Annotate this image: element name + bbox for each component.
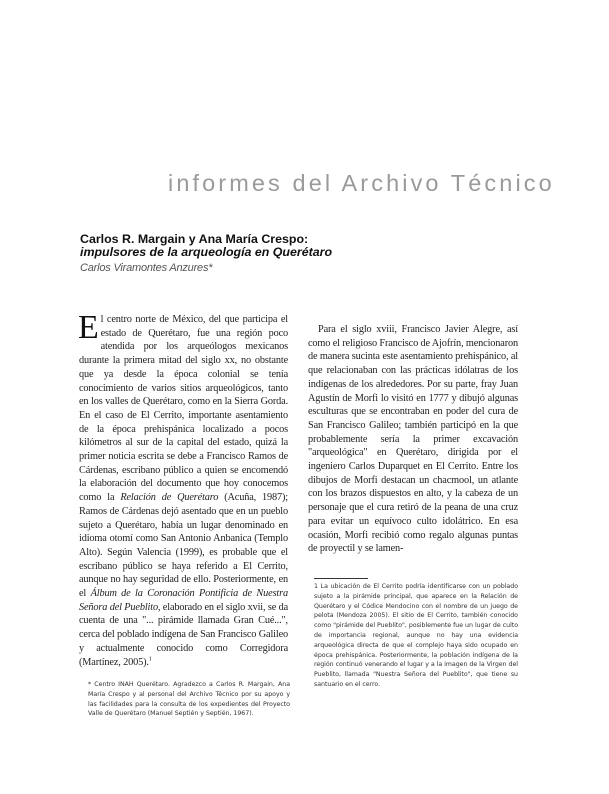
footnote-divider bbox=[314, 578, 368, 579]
intro-italic-album: Álbum de la Coronación Pontificia de Nuestra Señora del Pueblito bbox=[79, 588, 288, 613]
footnote-ref-1: 1 bbox=[148, 656, 152, 663]
drop-cap: E bbox=[78, 309, 99, 346]
footnote-1: 1 La ubicación de El Cerrito podría identificarse con un poblado sujeto a la pirámide principal, que aparece en la Relación de Querétaro y el Códice Mendocino con el nombre de un juego de pelota (Mendoza 2005). El sitio de El Cerrito, también conocido como "pirámide del Pueblito", posiblemente fue un lugar de culto de importancia regional, aunque no hay una evidencia arqueológica directa de que el complejo haya sido ocupado en época prehispánica. Posteriormente, la población indígena de la región continuó venerando el lugar y a la imagen de la Virgen del Pueblito, llamada "Nuestra Señora del Pueblito", que tiene su santuario en el cerro. bbox=[314, 583, 518, 688]
footnote-author-affiliation: * Centro INAH Querétaro. Agradezco a Carlos R. Margain, Ana María Crespo y al personal del Archivo Técnico por su apoyo y las facilidades para la consulta de los expedientes del Proyecto Valle de Querétaro (Manuel Septién y Septién, 1967). bbox=[88, 681, 290, 718]
article-title-line1: Carlos R. Margain y Ana María Crespo: bbox=[80, 232, 309, 246]
article-author: Carlos Viramontes Anzures* bbox=[80, 262, 213, 274]
right-column-paragraph: Para el siglo xviii, Francisco Javier Alegre, así como el religioso Francisco de Ajofrín, mencionaron de manera sucinta este asentamiento prehispánico, al que relacionaban con las prácticas idólatras de los indígenas de los alrededores. Por su parte, fray Juan Agustín de Morfi lo visitó en 1777 y dibujó algunas esculturas que se encontraban en poder del cura de San Francisco Galileo; también participó en la que probablemente sería la primer excavación "arqueológica" en Querétaro, dirigida por el ingeniero Carlos Duparquet en El Cerrito. Entre los dibujos de Morfi destacan un chacmool, un atlante con los brazos dispuestos en alto, y la cabeza de un personaje que el cura retiró de la peana de una cruz para evitar un equívoco culto idolátrico. En esa ocasión, Morfi recibió como regalo algunas puntas de proyectil y se lamen- bbox=[308, 324, 518, 555]
left-column bbox=[78, 309, 288, 669]
article-title-line2: impulsores de la arqueología en Querétaro bbox=[80, 245, 333, 259]
article-title bbox=[80, 233, 410, 259]
paragraph-intro bbox=[78, 309, 288, 669]
intro-italic-relacion: Relación de Querétaro bbox=[120, 492, 219, 504]
section-title: informes del Archivo Técnico bbox=[168, 170, 555, 196]
intro-text-a: l centro norte de México, del que participa el estado de Querétaro, fue una región poco atendida por los arqueólogos mexicanos durante la primera mitad del siglo xx, no obstante que ya desde la época colonial se tenía conocimiento de varios sitios arqueológicos, tanto en los valles de Querétaro, como en la Sierra Gorda. En el caso de El Cerrito, importante asentamiento de la época prehispánica localizado a pocos kilómetros al sur de la capital del estado, quizá la primer noticia escrita se debe a Francisco Ramos de Cárdenas, escribano público a quien se encomendó la elaboración del documento que hoy conocemos como la bbox=[79, 314, 288, 504]
intro-text-c: , elaborado en el siglo xvii, se da cuenta de una "... pirámide llamada Gran Cué...", cerca del poblado indígena de San Francisco Galileo y actualmente conocido como Corregidora (Martínez, 2005). bbox=[79, 601, 288, 668]
intro-text-b: (Acuña, 1987); Ramos de Cárdenas dejó asentado que en un pueblo sujeto a Querétaro, había un lugar denominado en idioma otomí como San Antonio Anbanica (Templo Alto). Según Valencia (1999), es probable que el escribano público se haya referido a El Cerrito, aunque no hay seguridad de ello. Posteriormente, en el bbox=[79, 492, 288, 600]
